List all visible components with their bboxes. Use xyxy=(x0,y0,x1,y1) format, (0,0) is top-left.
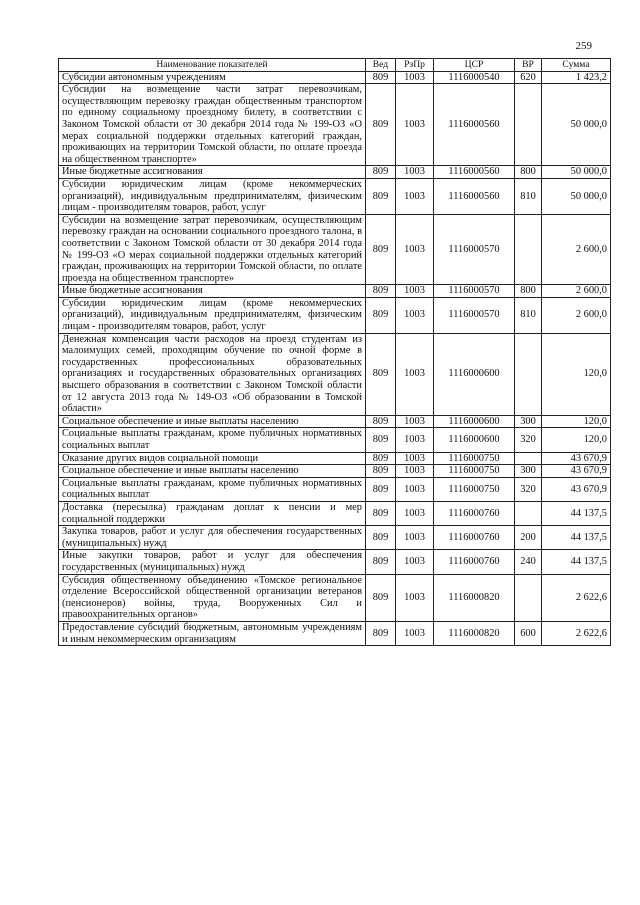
cell-vr xyxy=(515,84,542,166)
cell-ved: 809 xyxy=(366,415,396,428)
cell-sum: 1 423,2 xyxy=(542,71,611,84)
cell-rzpr: 1003 xyxy=(396,501,434,525)
cell-ved: 809 xyxy=(366,71,396,84)
cell-name: Социальное обеспечение и иные выплаты населению xyxy=(59,465,366,478)
cell-csr: 1116000570 xyxy=(434,214,515,285)
cell-name: Субсидии автономным учреждениям xyxy=(59,71,366,84)
cell-ved: 809 xyxy=(366,84,396,166)
cell-vr xyxy=(515,333,542,415)
cell-sum: 50 000,0 xyxy=(542,84,611,166)
cell-rzpr: 1003 xyxy=(396,621,434,645)
table-row xyxy=(59,452,611,465)
cell-vr: 300 xyxy=(515,465,542,478)
budget-table xyxy=(58,58,611,646)
table-header-row xyxy=(59,59,611,72)
cell-name: Иные бюджетные ассигнования xyxy=(59,285,366,298)
cell-csr: 1116000760 xyxy=(434,526,515,550)
cell-csr: 1116000750 xyxy=(434,452,515,465)
cell-rzpr: 1003 xyxy=(396,574,434,621)
cell-ved: 809 xyxy=(366,285,396,298)
cell-csr: 1116000600 xyxy=(434,415,515,428)
cell-csr: 1116000570 xyxy=(434,297,515,333)
cell-rzpr: 1003 xyxy=(396,526,434,550)
cell-vr xyxy=(515,574,542,621)
cell-name: Субсидии юридическим лицам (кроме некоммерческих организаций), индивидуальным предпринимателям, физическим лицам - производителям товаров, работ, услуг xyxy=(59,297,366,333)
cell-ved: 809 xyxy=(366,297,396,333)
cell-ved: 809 xyxy=(366,428,396,452)
cell-vr xyxy=(515,501,542,525)
cell-vr: 810 xyxy=(515,178,542,214)
cell-csr: 1116000760 xyxy=(434,501,515,525)
cell-ved: 809 xyxy=(366,621,396,645)
cell-ved: 809 xyxy=(366,574,396,621)
cell-ved: 809 xyxy=(366,465,396,478)
cell-name: Социальные выплаты гражданам, кроме публичных нормативных социальных выплат xyxy=(59,477,366,501)
cell-vr: 620 xyxy=(515,71,542,84)
cell-rzpr: 1003 xyxy=(396,333,434,415)
cell-csr: 1116000760 xyxy=(434,550,515,574)
cell-vr: 300 xyxy=(515,415,542,428)
cell-name: Оказание других видов социальной помощи xyxy=(59,452,366,465)
cell-csr: 1116000820 xyxy=(434,621,515,645)
cell-name: Субсидии на возмещение части затрат перевозчикам, осуществляющим перевозку граждан общественным транспортом по единому социальному проездному билету, в соответствии с Законом Томской области от 30 декабря 2014 года № 199-ОЗ «О мерах социальной поддержки отдельных категорий граждан, проживающих на территории Томской области, по оплате проезда на общественном транспорте» xyxy=(59,84,366,166)
cell-name: Субсидии на возмещение затрат перевозчикам, осуществляющим перевозку граждан на основании социального проездного талона, в соответствии с Законом Томской области от 30 декабря 2014 года № 199-ОЗ «О мерах социальной поддержки отдельных категорий граждан, проживающих на территории Томской области, по оплате проезда на общественном транспорте» xyxy=(59,214,366,285)
cell-vr: 320 xyxy=(515,428,542,452)
cell-rzpr: 1003 xyxy=(396,71,434,84)
cell-sum: 120,0 xyxy=(542,428,611,452)
cell-sum: 120,0 xyxy=(542,415,611,428)
cell-sum: 2 622,6 xyxy=(542,574,611,621)
table-row xyxy=(59,84,611,166)
cell-sum: 44 137,5 xyxy=(542,526,611,550)
cell-rzpr: 1003 xyxy=(396,297,434,333)
cell-csr: 1116000560 xyxy=(434,84,515,166)
cell-ved: 809 xyxy=(366,178,396,214)
cell-ved: 809 xyxy=(366,477,396,501)
cell-vr: 600 xyxy=(515,621,542,645)
cell-sum: 2 600,0 xyxy=(542,285,611,298)
cell-sum: 43 670,9 xyxy=(542,477,611,501)
cell-ved: 809 xyxy=(366,333,396,415)
header-ved: Вед xyxy=(366,59,396,72)
cell-rzpr: 1003 xyxy=(396,285,434,298)
cell-sum: 2 622,6 xyxy=(542,621,611,645)
cell-rzpr: 1003 xyxy=(396,415,434,428)
cell-rzpr: 1003 xyxy=(396,166,434,179)
cell-name: Иные бюджетные ассигнования xyxy=(59,166,366,179)
cell-rzpr: 1003 xyxy=(396,550,434,574)
cell-sum: 50 000,0 xyxy=(542,166,611,179)
cell-ved: 809 xyxy=(366,501,396,525)
cell-sum: 44 137,5 xyxy=(542,501,611,525)
table-row xyxy=(59,465,611,478)
table-row xyxy=(59,501,611,525)
cell-name: Предоставление субсидий бюджетным, автономным учреждениям и иным некоммерческим организациям xyxy=(59,621,366,645)
cell-csr: 1116000750 xyxy=(434,477,515,501)
cell-vr xyxy=(515,452,542,465)
cell-sum: 2 600,0 xyxy=(542,297,611,333)
cell-sum: 50 000,0 xyxy=(542,178,611,214)
cell-csr: 1116000560 xyxy=(434,178,515,214)
table-row xyxy=(59,214,611,285)
cell-csr: 1116000750 xyxy=(434,465,515,478)
cell-rzpr: 1003 xyxy=(396,214,434,285)
table-row xyxy=(59,178,611,214)
header-csr: ЦСР xyxy=(434,59,515,72)
page-number: 259 xyxy=(575,40,592,52)
cell-rzpr: 1003 xyxy=(396,465,434,478)
table-row xyxy=(59,415,611,428)
cell-rzpr: 1003 xyxy=(396,428,434,452)
cell-name: Доставка (пересылка) гражданам доплат к пенсии и мер социальной поддержки xyxy=(59,501,366,525)
cell-name: Иные закупки товаров, работ и услуг для обеспечения государственных (муниципальных) нужд xyxy=(59,550,366,574)
cell-csr: 1116000600 xyxy=(434,333,515,415)
cell-name: Социальное обеспечение и иные выплаты населению xyxy=(59,415,366,428)
cell-vr: 320 xyxy=(515,477,542,501)
header-name: Наименование показателей xyxy=(59,59,366,72)
table-row xyxy=(59,621,611,645)
table-row xyxy=(59,428,611,452)
cell-sum: 43 670,9 xyxy=(542,452,611,465)
cell-ved: 809 xyxy=(366,526,396,550)
cell-name: Субсидии юридическим лицам (кроме некоммерческих организаций), индивидуальным предпринимателям, физическим лицам - производителям товаров, работ, услуг xyxy=(59,178,366,214)
table-row xyxy=(59,166,611,179)
cell-ved: 809 xyxy=(366,452,396,465)
cell-csr: 1116000600 xyxy=(434,428,515,452)
header-sum: Сумма xyxy=(542,59,611,72)
cell-rzpr: 1003 xyxy=(396,84,434,166)
table-row xyxy=(59,333,611,415)
cell-sum: 120,0 xyxy=(542,333,611,415)
cell-ved: 809 xyxy=(366,166,396,179)
cell-vr: 240 xyxy=(515,550,542,574)
cell-ved: 809 xyxy=(366,550,396,574)
cell-sum: 2 600,0 xyxy=(542,214,611,285)
cell-csr: 1116000570 xyxy=(434,285,515,298)
table-row xyxy=(59,477,611,501)
cell-name: Закупка товаров, работ и услуг для обеспечения государственных (муниципальных) нужд xyxy=(59,526,366,550)
cell-vr: 800 xyxy=(515,285,542,298)
table-row xyxy=(59,297,611,333)
cell-csr: 1116000560 xyxy=(434,166,515,179)
cell-vr xyxy=(515,214,542,285)
table-row xyxy=(59,71,611,84)
header-vr: ВР xyxy=(515,59,542,72)
cell-vr: 200 xyxy=(515,526,542,550)
cell-csr: 1116000540 xyxy=(434,71,515,84)
cell-name: Денежная компенсация части расходов на проезд студентам из малоимущих семей, проходящим обучение по очной форме в государственных профессиональных образовательных организациях и государственных образовательных организациях высшего образования в соответствии с Законом Томской области от 12 августа 2013 года № 149-ОЗ «Об образовании в Томской области» xyxy=(59,333,366,415)
header-rzpr: РзПр xyxy=(396,59,434,72)
cell-rzpr: 1003 xyxy=(396,477,434,501)
cell-sum: 43 670,9 xyxy=(542,465,611,478)
cell-name: Социальные выплаты гражданам, кроме публичных нормативных социальных выплат xyxy=(59,428,366,452)
cell-rzpr: 1003 xyxy=(396,178,434,214)
table-row xyxy=(59,550,611,574)
table-row xyxy=(59,526,611,550)
cell-sum: 44 137,5 xyxy=(542,550,611,574)
table-row xyxy=(59,285,611,298)
cell-vr: 800 xyxy=(515,166,542,179)
cell-ved: 809 xyxy=(366,214,396,285)
cell-rzpr: 1003 xyxy=(396,452,434,465)
table-row xyxy=(59,574,611,621)
cell-name: Субсидия общественному объединению «Томское региональное отделение Всероссийской общественной организации ветеранов (пенсионеров) войны, труда, Вооруженных Сил и правоохранительных органов» xyxy=(59,574,366,621)
cell-vr: 810 xyxy=(515,297,542,333)
cell-csr: 1116000820 xyxy=(434,574,515,621)
